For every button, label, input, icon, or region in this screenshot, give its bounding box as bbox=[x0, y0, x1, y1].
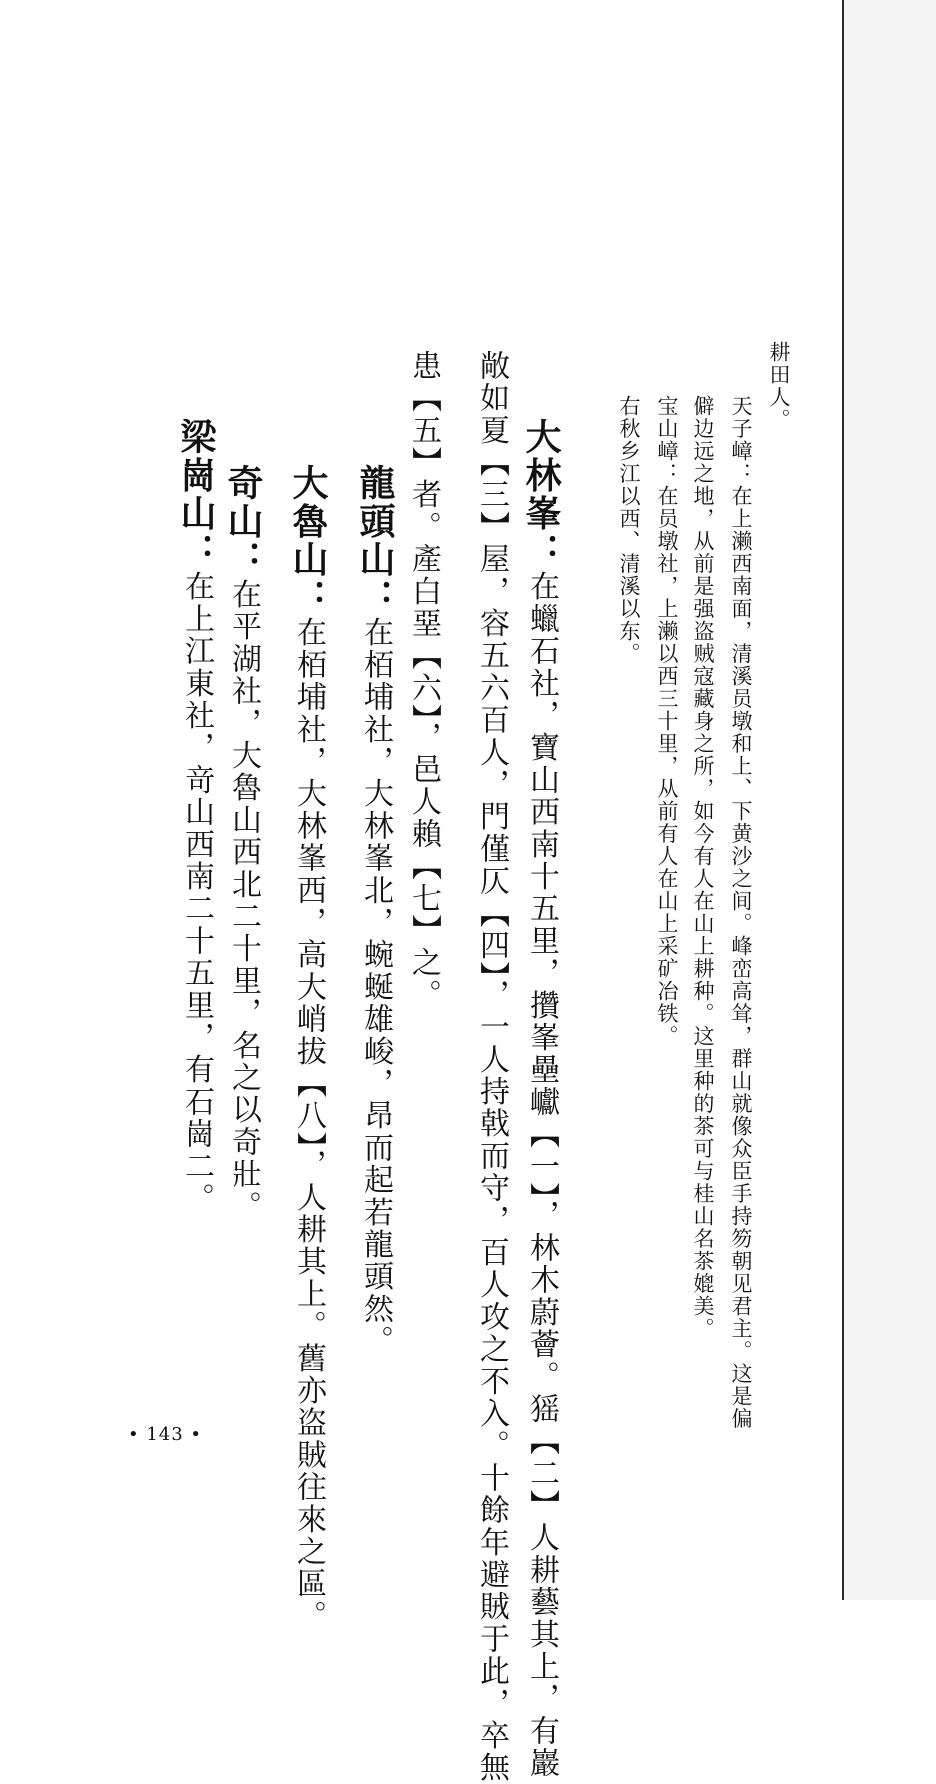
translation-location-note: 右秋乡江以西、清溪以东。 bbox=[617, 395, 641, 665]
entry-longtoushan bbox=[354, 464, 396, 1358]
entry-body: 在栢埔社，大林峯北，蜿蜒雄峻，昂而起若龍頭然。 bbox=[358, 616, 393, 1358]
translation-baoshanzhang: 宝山嶂：在员墩社，上濑以西三十里，从前有人在山上采矿冶铁。 bbox=[655, 395, 679, 1048]
binding-gutter bbox=[844, 0, 936, 1600]
translation-tianzizhang: 天子嶂：在上濑西南面，清溪员墩和上、下黄沙之间。峰峦高耸，群山就像众臣手持笏朝见君主。这是偏 bbox=[729, 395, 753, 1430]
entry-dalinfeng-end: 患【五】者。產白堊【六】，邑人賴【七】之。 bbox=[406, 350, 441, 1012]
translation-tianzizhang-cont: 僻边远之地，从前是强盗贼寇藏身之所，如今有人在山上耕种。这里种的茶可与桂山名茶媲美。 bbox=[691, 395, 715, 1340]
page-number: • 143 • bbox=[128, 1424, 203, 1445]
translation-line-1: 耕田人。 bbox=[767, 341, 791, 431]
entry-body: 在上江東社，竒山西南二十五里，有石崗二。 bbox=[179, 570, 214, 1215]
entry-heading: 大魯山： bbox=[287, 464, 329, 617]
entry-body: 在蠟石社，寶山西南十五里，攢峯壘巘【一】，林木蔚薈。猺【二】人耕藝其上，有巖 bbox=[524, 570, 559, 1780]
entry-dalushan bbox=[287, 464, 329, 1633]
entry-qishan bbox=[222, 464, 264, 1223]
entry-heading: 大林峯： bbox=[520, 418, 562, 571]
entry-dalinfeng-cont: 敞如夏【三】屋，容五六百人，門僅仄【四】，一人持戟而守，百人攻之不入。十餘年避賊于此，卒無 bbox=[474, 350, 509, 1784]
entry-dalinfeng bbox=[520, 418, 562, 1780]
entry-body: 在栢埔社，大林峯西，高大峭拔【八】，人耕其上。舊亦盗賊往來之區。 bbox=[291, 616, 326, 1633]
entry-lianggangshan bbox=[175, 418, 217, 1215]
entry-heading: 梁崗山： bbox=[175, 418, 217, 571]
entry-heading: 奇山： bbox=[222, 464, 264, 579]
binding-edge-line bbox=[842, 0, 844, 1600]
entry-heading: 龍頭山： bbox=[354, 464, 396, 617]
entry-body: 在平湖社，大魯山西北二十里，名之以奇壯。 bbox=[226, 578, 261, 1223]
